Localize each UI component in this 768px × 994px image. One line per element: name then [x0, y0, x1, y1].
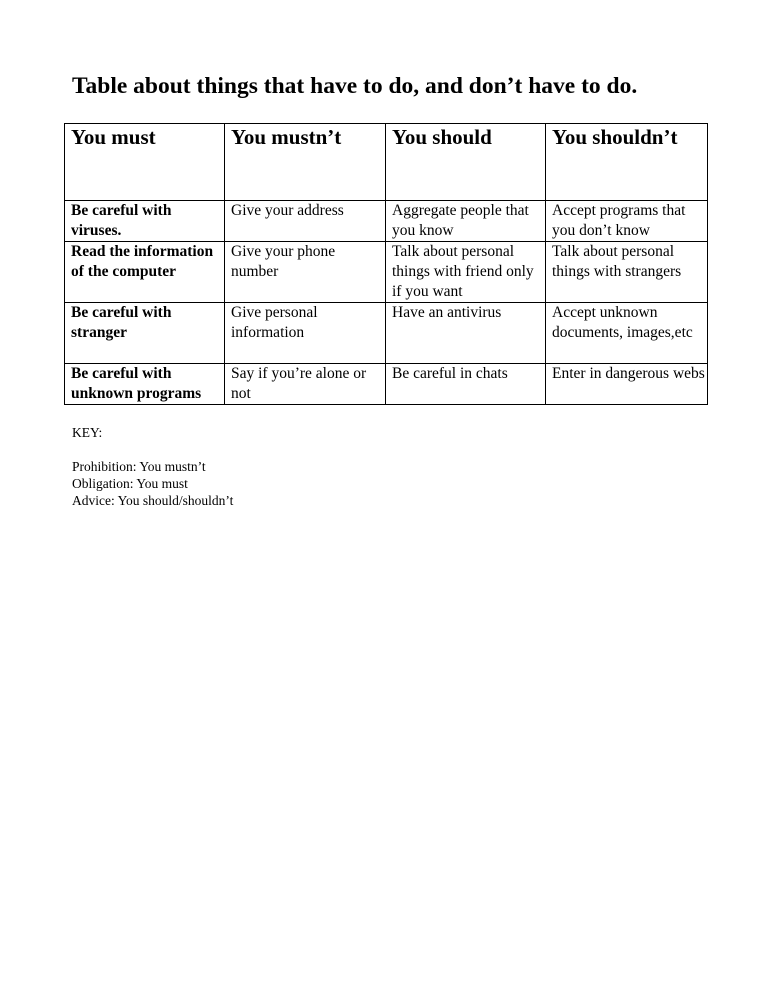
table-cell: Enter in dangerous webs	[546, 364, 708, 405]
table-cell: Be careful with unknown programs	[65, 364, 225, 405]
key-item-advice: Advice: You should/shouldn’t	[72, 493, 234, 508]
table-row	[65, 364, 708, 405]
table-cell: Be careful in chats	[386, 364, 546, 405]
key-heading: KEY:	[72, 425, 103, 440]
table-cell: Talk about personal things with friend only if you want	[386, 242, 546, 303]
table-cell: Be careful with viruses.	[65, 201, 225, 242]
table-cell: Be careful with stranger	[65, 303, 225, 364]
table-row	[65, 201, 708, 242]
table-header-row	[65, 124, 708, 201]
key-item-prohibition: Prohibition: You mustn’t	[72, 459, 206, 474]
table-cell: Aggregate people that you know	[386, 201, 546, 242]
table-cell: Give your address	[225, 201, 386, 242]
table-cell: Say if you’re alone or not	[225, 364, 386, 405]
key-item-obligation: Obligation: You must	[72, 476, 188, 491]
table-cell: Read the information of the computer	[65, 242, 225, 303]
header-you-must: You must	[65, 124, 225, 201]
table-cell: Accept unknown documents, images,etc	[546, 303, 708, 364]
table-cell: Have an antivirus	[386, 303, 546, 364]
header-you-mustnt: You mustn’t	[225, 124, 386, 201]
table-row	[65, 242, 708, 303]
header-you-shouldnt: You shouldn’t	[546, 124, 708, 201]
rules-table	[64, 123, 708, 405]
table-cell: Accept programs that you don’t know	[546, 201, 708, 242]
page-title: Table about things that have to do, and don’t have to do.	[72, 73, 638, 99]
table-row	[65, 303, 708, 364]
table-cell: Talk about personal things with strangers	[546, 242, 708, 303]
key-section	[72, 424, 233, 509]
table-cell: Give personal information	[225, 303, 386, 364]
header-you-should: You should	[386, 124, 546, 201]
table-cell: Give your phone number	[225, 242, 386, 303]
